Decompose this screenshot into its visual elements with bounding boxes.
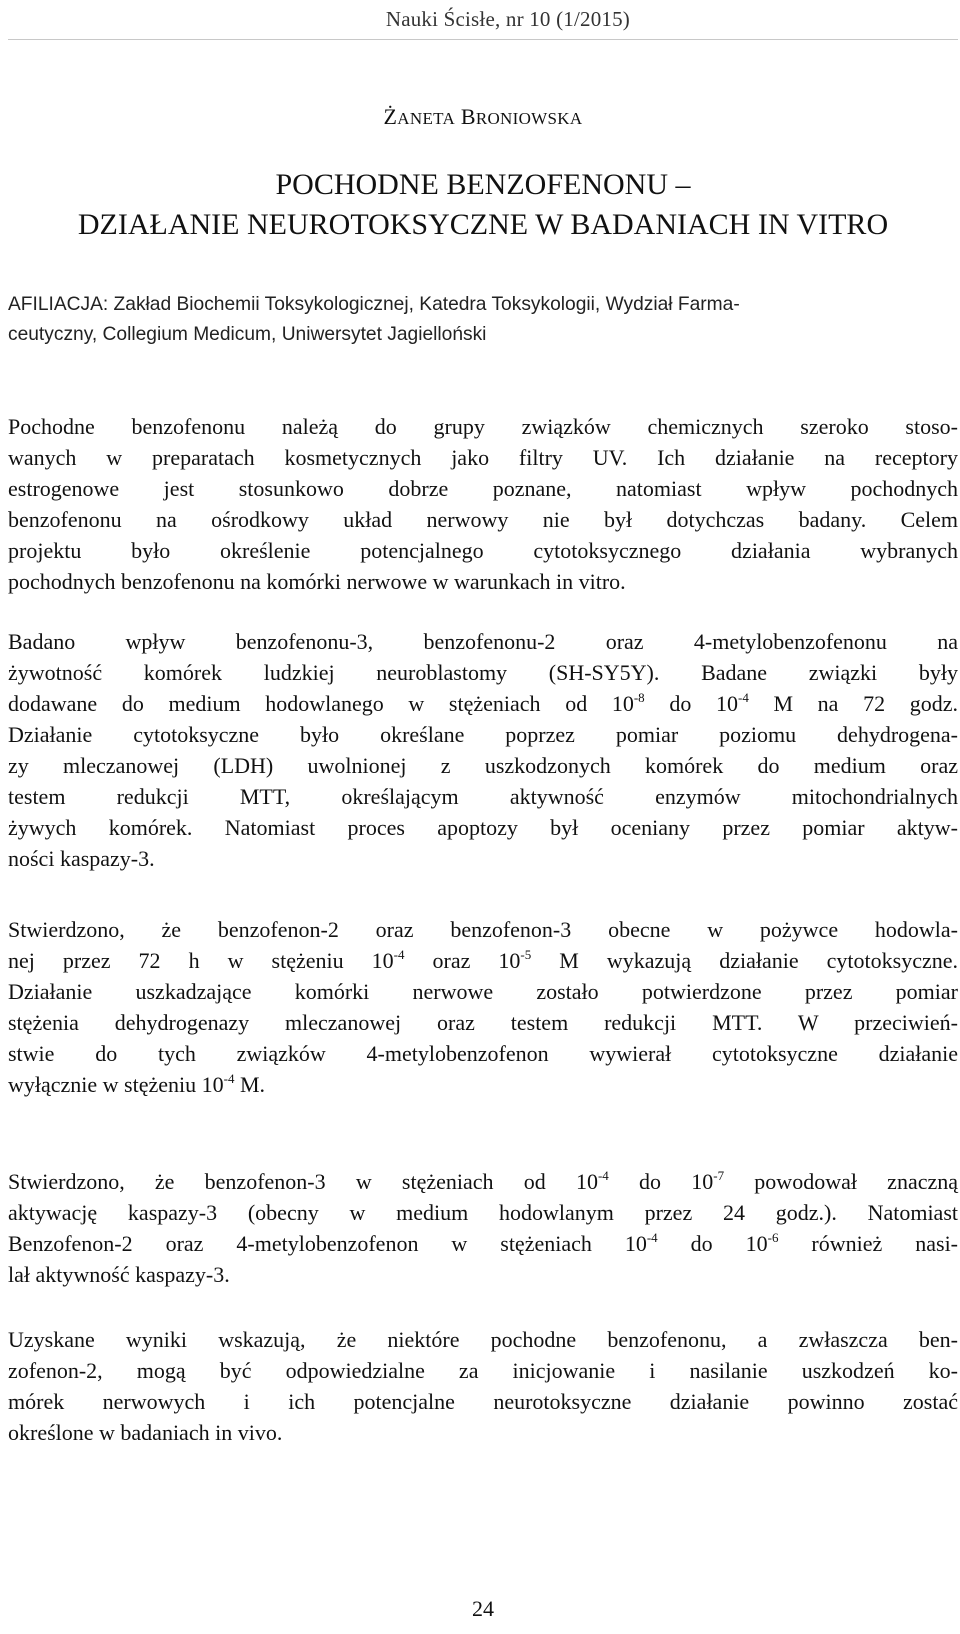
abstract-paragraph-1 (8, 411, 958, 597)
author-initial-last: B (460, 104, 476, 129)
exponent: -7 (713, 1168, 725, 1183)
author-first-name-rest: ANETA (397, 109, 456, 128)
text-segment: oraz 10 (404, 948, 521, 973)
article-title (8, 165, 958, 245)
exponent: -4 (646, 1230, 658, 1245)
text-line: Działanie cytotoksyczne było określane poprzez pomiar poziomu dehydrogena- (8, 722, 958, 747)
text-segment: M na 72 godz. (748, 691, 959, 716)
text-segment: powodował znaczną (724, 1169, 958, 1194)
exponent: -8 (633, 690, 645, 705)
affiliation-line-1: AFILIACJA: Zakład Biochemii Toksykologicznej, Katedra Toksykologii, Wydział Farma- (8, 294, 740, 315)
text-line (8, 945, 958, 976)
text-line: stężenia dehydrogenazy mleczanowej oraz testem redukcji MTT. W przeciwień- (8, 1010, 958, 1035)
text-segment: Benzofenon-2 oraz 4-metylobenzofenon w stężeniach 10 (8, 1231, 647, 1256)
text-line: ności kaspazy-3. (8, 846, 155, 871)
text-line: żywotność komórek ludzkiej neuroblastomy (SH-SY5Y). Badane związki były (8, 660, 958, 685)
author-initial-first: Ż (383, 104, 398, 129)
text-segment: M wykazują działanie cytotoksyczne. (531, 948, 958, 973)
text-line: Uzyskane wyniki wskazują, że niektóre pochodne benzofenonu, a zwłaszcza ben- (8, 1327, 958, 1352)
text-segment: również nasi- (778, 1231, 959, 1256)
text-line (8, 1069, 958, 1100)
document-page (8, 0, 958, 1634)
exponent: -4 (737, 690, 749, 705)
text-line: aktywację kaspazy-3 (obecny w medium hodowlanym przez 24 godz.). Natomiast (8, 1200, 958, 1225)
affiliation-line-2: ceutyczny, Collegium Medicum, Uniwersytet Jagielloński (8, 324, 487, 345)
text-line: Działanie uszkadzające komórki nerwowe zostało potwierdzone przez pomiar (8, 979, 958, 1004)
exponent: -5 (520, 947, 532, 962)
text-line: pochodnych benzofenonu na komórki nerwowe w warunkach in vitro. (8, 569, 626, 594)
text-line (8, 1228, 958, 1259)
exponent: -6 (767, 1230, 779, 1245)
text-segment: do 10 (644, 691, 738, 716)
text-line: zy mleczanowej (LDH) uwolnionej z uszkodzonych komórek do medium oraz (8, 753, 958, 778)
text-segment: M. (234, 1072, 266, 1097)
text-line: mórek nerwowych i ich potencjalne neurotoksyczne działanie powinno zostać (8, 1389, 958, 1414)
text-line: wanych w preparatach kosmetycznych jako filtry UV. Ich działanie na receptory (8, 445, 958, 470)
exponent: -4 (223, 1071, 235, 1086)
abstract-paragraph-4 (8, 1166, 958, 1290)
title-line-1: POCHODNE BENZOFENONU – (275, 168, 691, 201)
text-segment: wyłącznie w stężeniu 10 (8, 1072, 224, 1097)
text-line: Stwierdzono, że benzofenon-2 oraz benzofenon-3 obecne w pożywce hodowla- (8, 917, 958, 942)
text-line: Badano wpływ benzofenonu-3, benzofenonu-2 oraz 4-metylobenzofenonu na (8, 629, 958, 654)
text-line: Pochodne benzofenonu należą do grupy związków chemicznych szeroko stoso- (8, 414, 958, 439)
abstract-paragraph-5 (8, 1324, 958, 1448)
abstract-paragraph-2 (8, 626, 958, 874)
running-header: Nauki Ścisłe, nr 10 (1/2015) (385, 7, 630, 31)
header-rule (8, 39, 958, 40)
title-line-2: DZIAŁANIE NEUROTOKSYCZNE W BADANIACH IN VITRO (77, 208, 889, 241)
text-line: estrogenowe jest stosunkowo dobrze poznane, natomiast wpływ pochodnych (8, 476, 958, 501)
text-line: lał aktywność kaspazy-3. (8, 1262, 230, 1287)
text-segment: Stwierdzono, że benzofenon-3 w stężeniach od 10 (8, 1169, 598, 1194)
text-line: testem redukcji MTT, określającym aktywność enzymów mitochondrialnych (8, 784, 958, 809)
page-number: 24 (472, 1596, 494, 1621)
abstract-paragraph-3 (8, 914, 958, 1100)
text-segment: nej przez 72 h w stężeniu 10 (8, 948, 394, 973)
text-line: określone w badaniach in vivo. (8, 1420, 283, 1445)
author-name (8, 104, 958, 130)
text-segment: do 10 (608, 1169, 714, 1194)
author-last-name-rest: RONIOWSKA (475, 109, 583, 128)
affiliation (8, 290, 958, 350)
text-line: projektu było określenie potencjalnego cytotoksycznego działania wybranych (8, 538, 958, 563)
text-line (8, 688, 958, 719)
text-segment: dodawane do medium hodowlanego w stężeniach od 10 (8, 691, 634, 716)
text-line: zofenon-2, mogą być odpowiedzialne za inicjowanie i nasilanie uszkodzeń ko- (8, 1358, 958, 1383)
text-segment: do 10 (657, 1231, 768, 1256)
exponent: -4 (597, 1168, 609, 1183)
text-line: benzofenonu na ośrodkowy układ nerwowy nie był dotychczas badany. Celem (8, 507, 958, 532)
text-line: stwie do tych związków 4-metylobenzofenon wywierał cytotoksyczne działanie (8, 1041, 958, 1066)
text-line: żywych komórek. Natomiast proces apoptozy był oceniany przez pomiar aktyw- (8, 815, 958, 840)
text-line (8, 1166, 958, 1197)
exponent: -4 (393, 947, 405, 962)
